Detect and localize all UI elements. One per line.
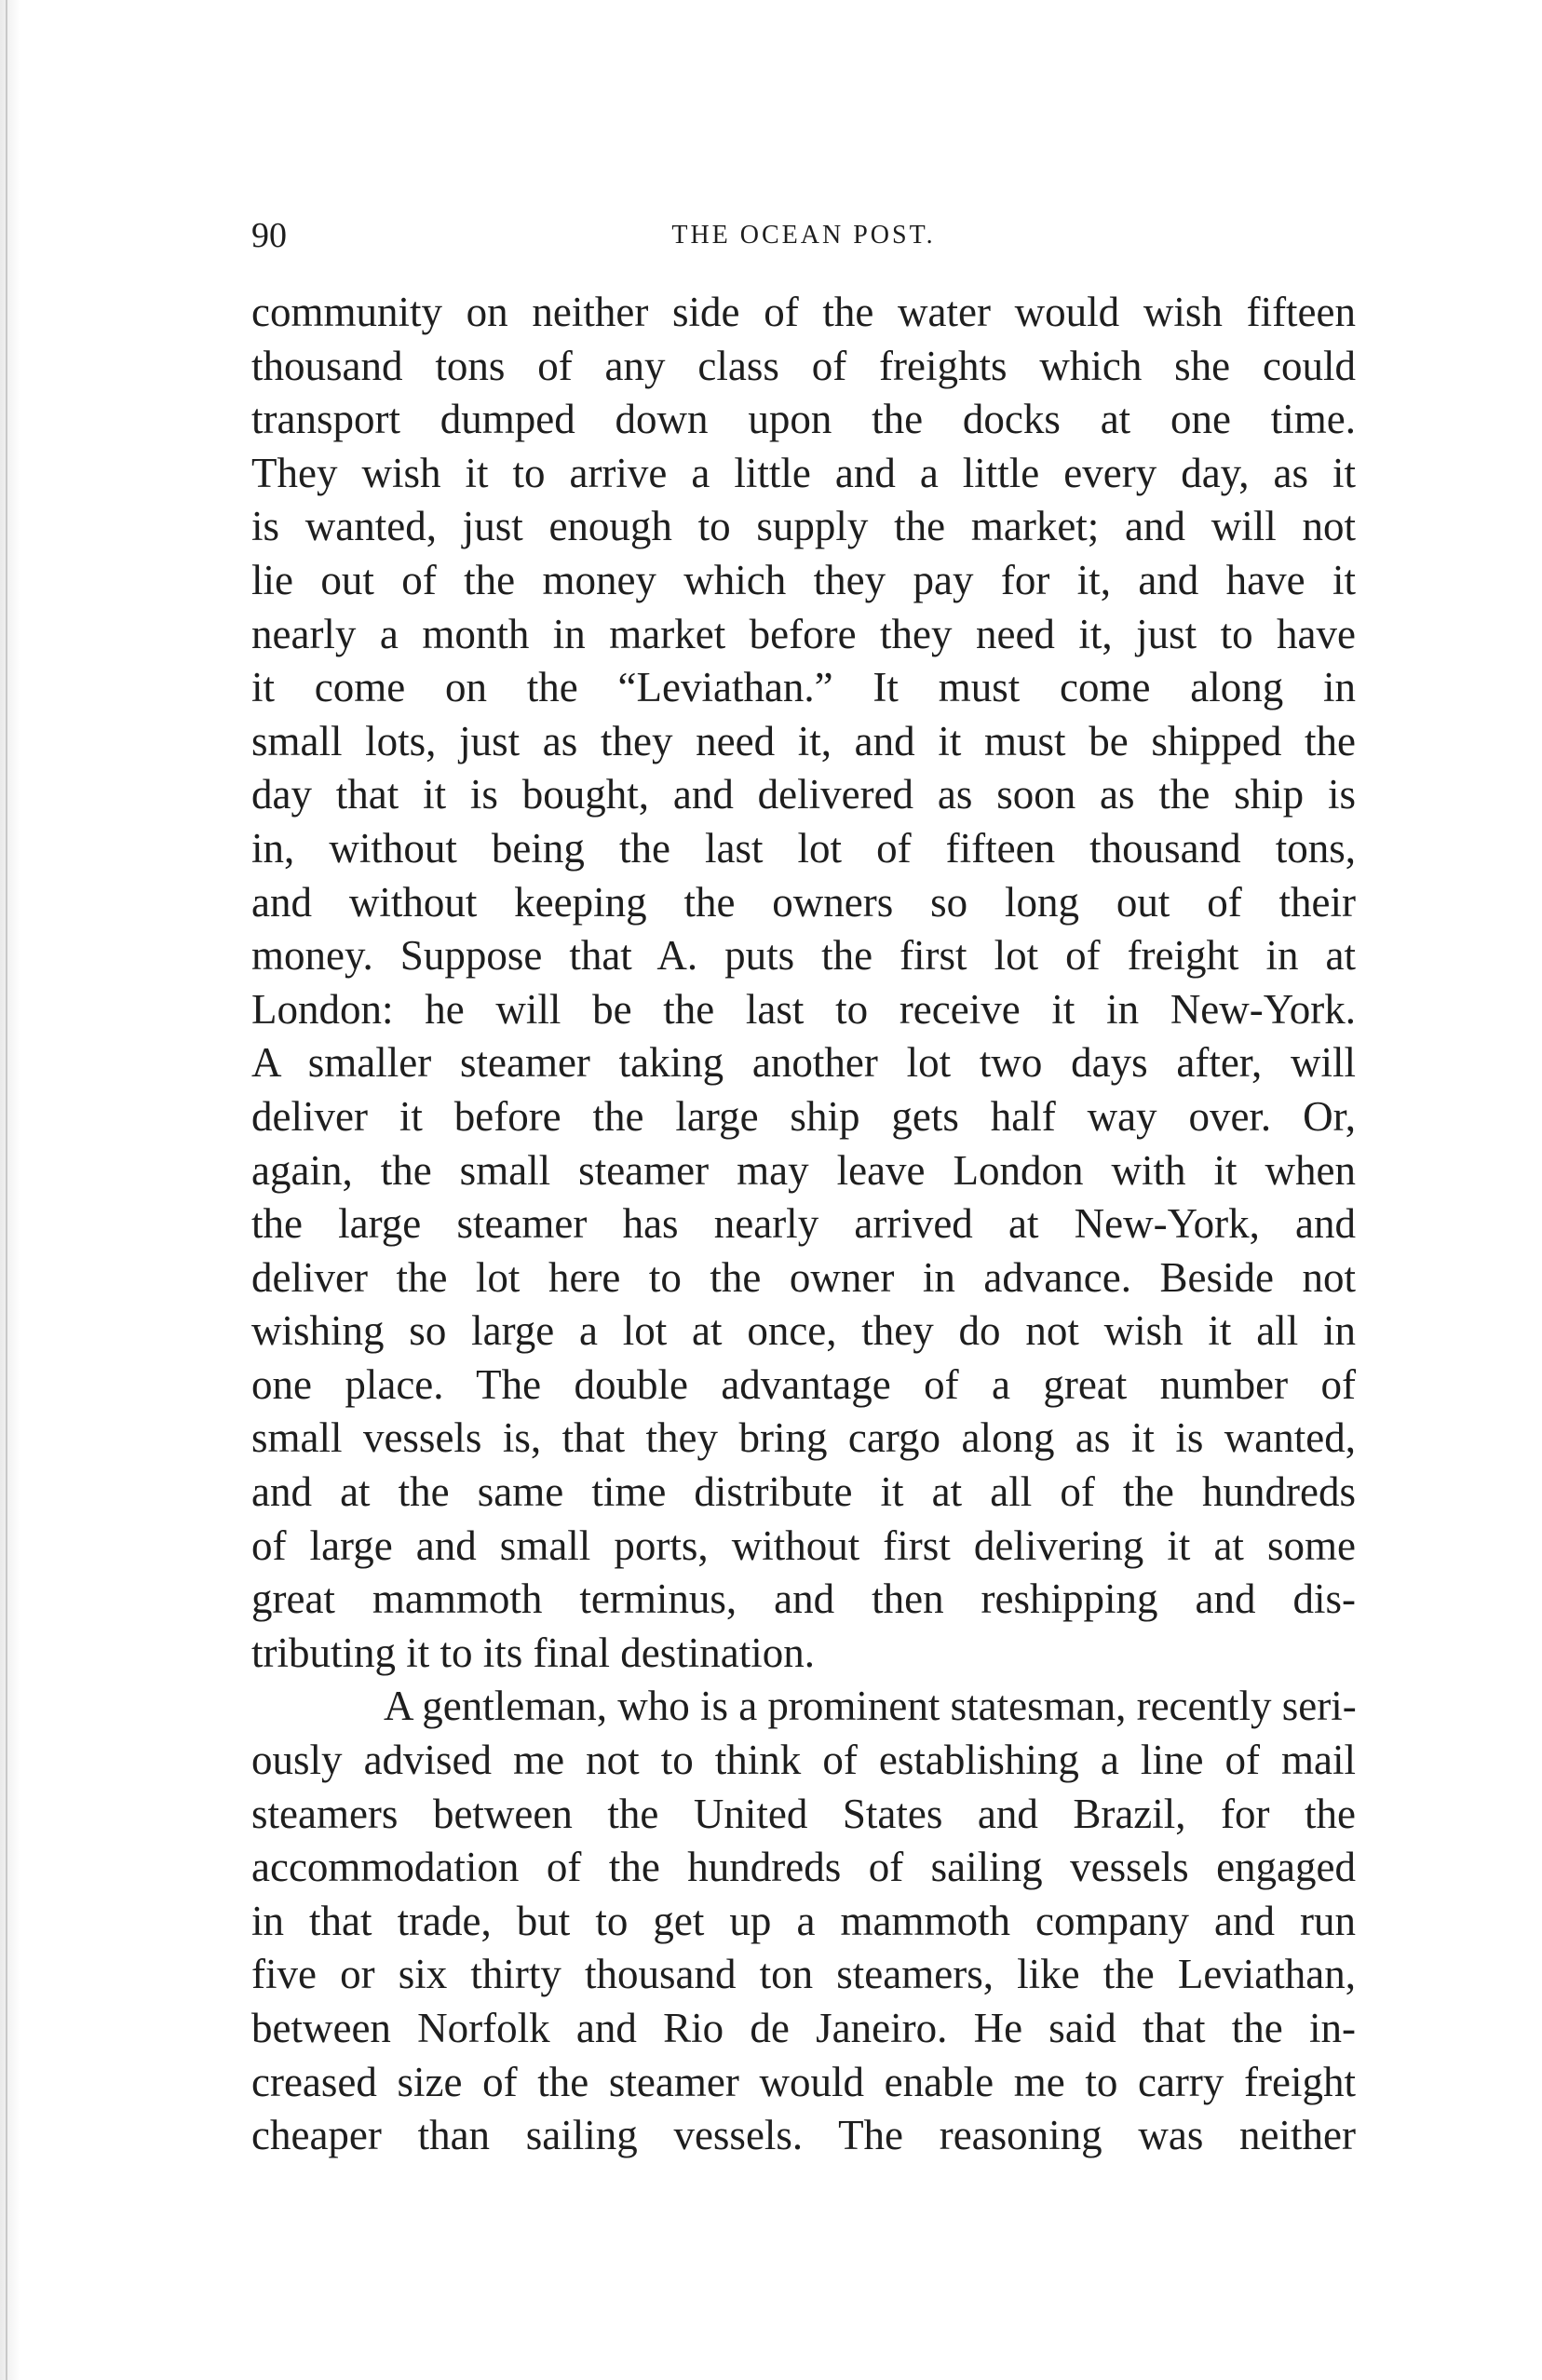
text-line: tributing it to its final destination. — [251, 1629, 815, 1676]
binding-line — [6, 0, 7, 2380]
text-line: cheaper than sailing vessels. The reasoning was neither — [251, 2112, 1356, 2159]
text-line: A gentleman, who is a prominent statesman, recently seri- — [384, 1683, 1357, 1730]
text-line: ously advised me not to think of establishing a line of mail — [251, 1737, 1356, 1784]
text-line: is wanted, just enough to supply the market; and will not — [251, 503, 1356, 550]
text-line: lie out of the money which they pay for it, and have it — [251, 556, 1356, 603]
text-line: in, without being the last lot of fifteen thousand tons, — [251, 824, 1356, 872]
text-line: and without keeping the owners so long out of their — [251, 878, 1356, 926]
text-line: again, the small steamer may leave London with it when — [251, 1146, 1356, 1194]
text-line: great mammoth terminus, and then reshipping and dis- — [251, 1575, 1356, 1623]
text-line: London: he will be the last to receive it in New-York. — [251, 985, 1356, 1033]
text-line: nearly a month in market before they need it, just to have — [251, 610, 1356, 657]
text-line: one place. The double advantage of a great number of — [251, 1360, 1356, 1408]
paragraph-2 — [251, 1680, 1356, 2162]
text-line: creased size of the steamer would enable me to carry freight — [251, 2058, 1356, 2105]
paragraph-1 — [251, 286, 1356, 1680]
text-line: transport dumped down upon the docks at one time. — [251, 396, 1356, 443]
body-text — [251, 286, 1356, 2163]
text-line: the large steamer has nearly arrived at New-York, and — [251, 1200, 1356, 1248]
text-line: small vessels is, that they bring cargo along as it is wanted, — [251, 1414, 1356, 1462]
running-head — [251, 212, 1356, 259]
text-line: money. Suppose that A. puts the first lot of freight in at — [251, 932, 1356, 980]
text-line: deliver it before the large ship gets half way over. Or, — [251, 1092, 1356, 1140]
text-line: five or six thirty thousand ton steamers, like the Leviathan, — [251, 1951, 1356, 1998]
running-head-title: THE OCEAN POST. — [671, 221, 936, 250]
text-line: between Norfolk and Rio de Janeiro. He said that the in- — [251, 2005, 1356, 2051]
text-line: They wish it to arrive a little and a little every day, as it — [251, 449, 1356, 496]
text-line: deliver the lot here to the owner in advance. Beside not — [251, 1253, 1356, 1301]
text-line: in that trade, but to get up a mammoth company and run — [251, 1897, 1356, 1944]
text-line: day that it is bought, and delivered as soon as the ship is — [251, 771, 1356, 818]
text-line: accommodation of the hundreds of sailing vessels engaged — [251, 1844, 1356, 1891]
text-line: and at the same time distribute it at all of the hundreds — [251, 1468, 1356, 1516]
text-line: thousand tons of any class of freights which she could — [251, 342, 1356, 389]
text-line: community on neither side of the water would wish fifteen — [251, 289, 1356, 335]
text-line: small lots, just as they need it, and it must be shipped the — [251, 717, 1356, 764]
text-line: of large and small ports, without first delivering it at some — [251, 1521, 1356, 1569]
text-line: wishing so large a lot at once, they do not wish it all in — [251, 1307, 1356, 1355]
page-number: 90 — [251, 216, 287, 255]
text-line: it come on the “Leviathan.” It must come along in — [251, 664, 1356, 711]
text-line: A smaller steamer taking another lot two days after, will — [251, 1039, 1356, 1087]
text-line: steamers between the United States and Brazil, for the — [251, 1790, 1356, 1837]
page-binding-edge — [0, 0, 20, 2380]
